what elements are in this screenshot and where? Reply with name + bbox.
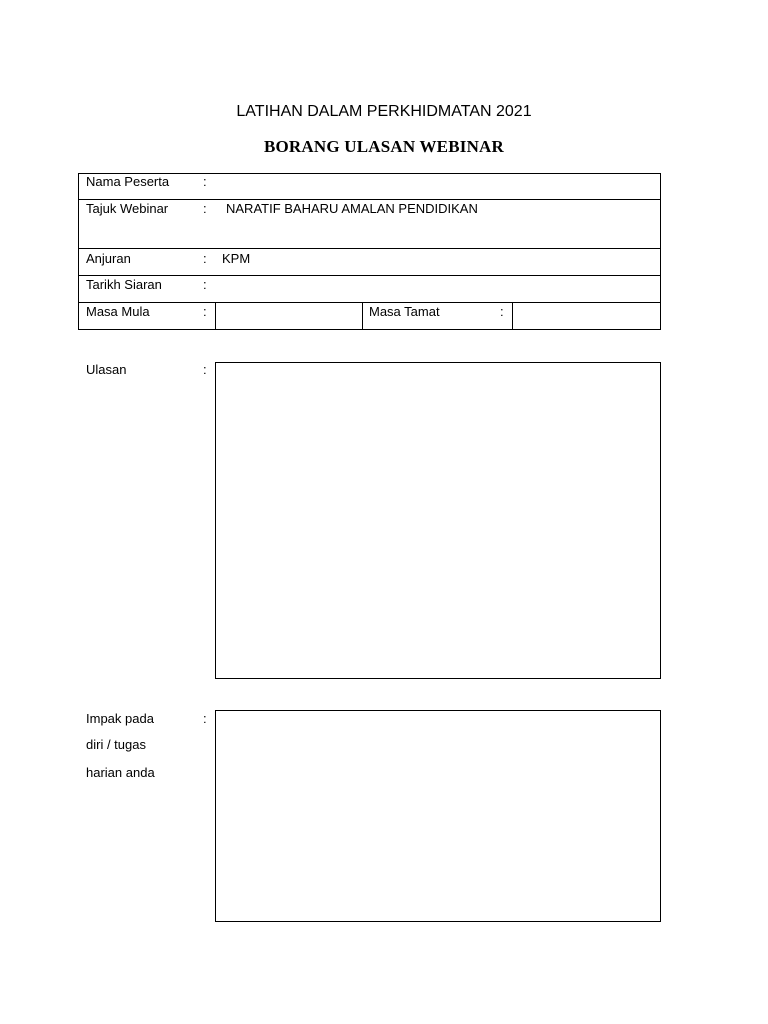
- table-row-divider: [78, 248, 661, 249]
- form-title: LATIHAN DALAM PERKHIDMATAN 2021: [236, 103, 532, 120]
- tarikh-siaran-label: Tarikh Siaran: [86, 277, 162, 292]
- tajuk-webinar-colon: :: [203, 201, 207, 216]
- masa-tamat-label: Masa Tamat: [369, 304, 440, 319]
- table-border-left: [78, 173, 79, 330]
- table-column-divider: [215, 302, 216, 330]
- ulasan-colon: :: [203, 362, 207, 377]
- anjuran-field[interactable]: KPM: [222, 251, 251, 266]
- form-subtitle: BORANG ULASAN WEBINAR: [263, 137, 505, 156]
- tajuk-webinar-label: Tajuk Webinar: [86, 201, 169, 216]
- anjuran-label: Anjuran: [86, 251, 131, 266]
- masa-mula-label: Masa Mula: [86, 304, 150, 319]
- impak-colon: :: [203, 711, 207, 726]
- masa-mula-field[interactable]: [217, 304, 359, 328]
- nama-peserta-label: Nama Peserta: [86, 174, 170, 189]
- table-row-divider: [78, 275, 661, 276]
- impak-label-line2: diri / tugas: [86, 737, 146, 752]
- tarikh-siaran-field[interactable]: [217, 277, 657, 301]
- ulasan-textarea[interactable]: [215, 362, 661, 679]
- nama-peserta-field[interactable]: [217, 174, 657, 198]
- anjuran-colon: :: [203, 251, 207, 266]
- nama-peserta-colon: :: [203, 174, 207, 189]
- tajuk-webinar-field[interactable]: NARATIF BAHARU AMALAN PENDIDIKAN: [226, 201, 478, 216]
- masa-tamat-colon: :: [500, 304, 504, 319]
- table-row-divider: [78, 199, 661, 200]
- impak-label-line3: harian anda: [86, 765, 155, 780]
- table-row-divider: [78, 302, 661, 303]
- masa-tamat-field[interactable]: [515, 304, 657, 328]
- impak-textarea[interactable]: [215, 710, 661, 922]
- ulasan-label: Ulasan: [86, 362, 127, 377]
- impak-label-line1: Impak pada: [86, 711, 154, 726]
- tarikh-siaran-colon: :: [203, 277, 207, 292]
- table-column-divider: [512, 302, 513, 330]
- table-border-right: [660, 173, 661, 330]
- table-border-bottom: [78, 329, 661, 330]
- table-column-divider: [362, 302, 363, 330]
- masa-mula-colon: :: [203, 304, 207, 319]
